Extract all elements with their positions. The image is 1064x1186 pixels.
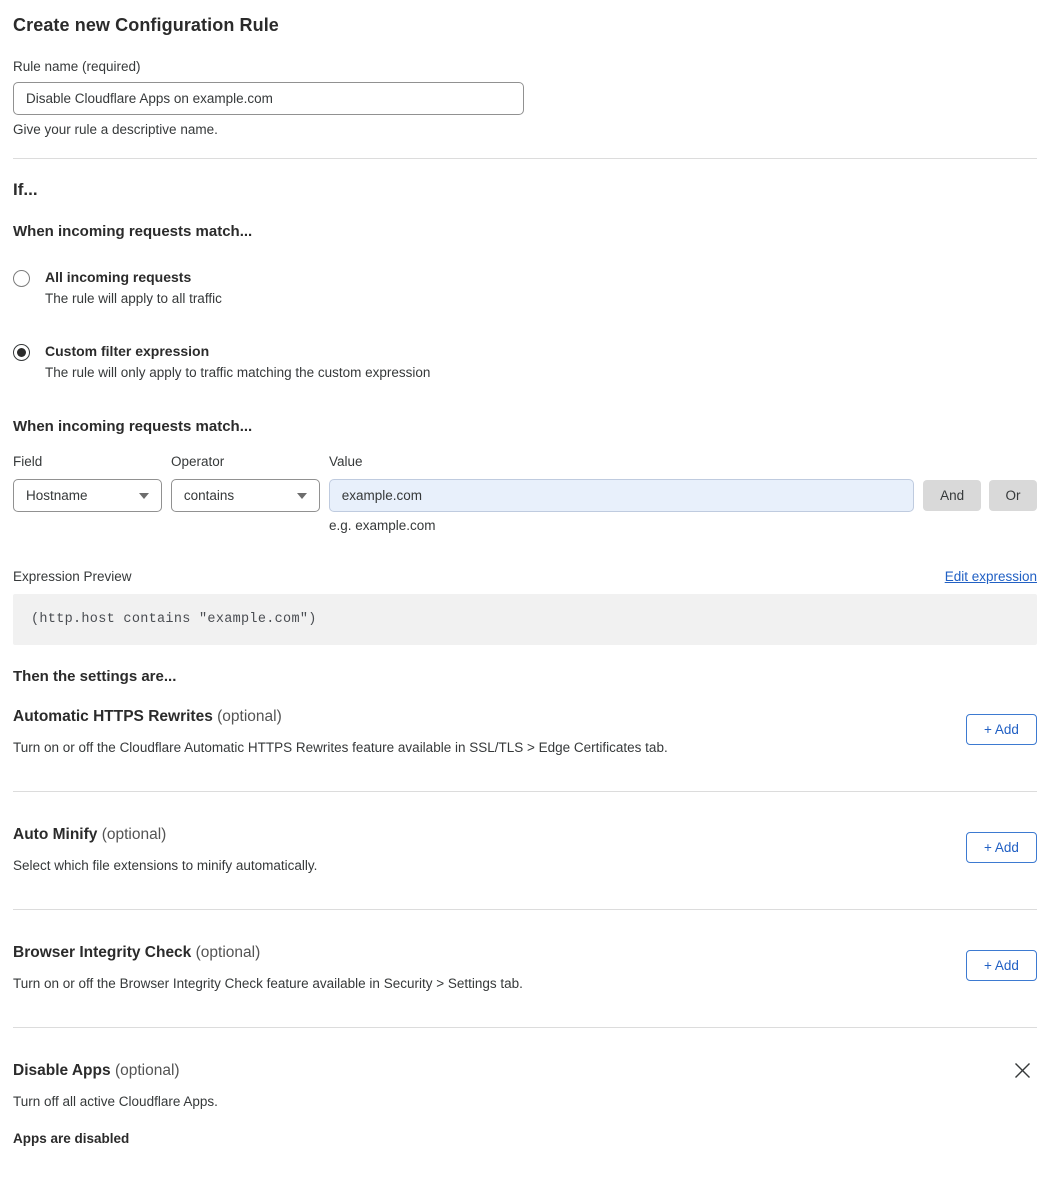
radio-option-description: The rule will only apply to traffic matching the custom expression [45, 365, 431, 380]
optional-tag: (optional) [101, 826, 167, 843]
value-label: Value [329, 454, 363, 469]
setting-description: Turn on or off the Cloudflare Automatic HTTPS Rewrites feature available in SSL/TLS > Edge Certificates tab. [13, 740, 668, 755]
operator-select-value: contains [183, 488, 235, 503]
filter-builder-labels [13, 454, 1037, 469]
setting-browser-integrity-check [13, 944, 1037, 1027]
radio-option-label: All incoming requests [45, 269, 192, 285]
expression-preview-label: Expression Preview [13, 569, 132, 584]
setting-disable-apps [13, 1062, 1037, 1146]
expression-preview-box [13, 594, 1037, 645]
if-heading: If... [13, 180, 38, 199]
add-automatic-https-rewrites-button[interactable]: + Add [966, 714, 1037, 745]
setting-description: Select which file extensions to minify automatically. [13, 858, 318, 873]
caret-down-icon [297, 493, 307, 499]
caret-down-icon [139, 493, 149, 499]
apps-disabled-status: Apps are disabled [13, 1131, 130, 1146]
value-help-text: e.g. example.com [329, 518, 436, 533]
expression-preview-header [13, 569, 1037, 584]
radio-unselected-icon[interactable] [13, 270, 30, 287]
field-select-value: Hostname [26, 488, 88, 503]
radio-option-all-incoming-requests[interactable] [13, 269, 1037, 306]
setting-title: Automatic HTTPS Rewrites [13, 708, 213, 725]
rule-name-help: Give your rule a descriptive name. [13, 122, 218, 137]
close-icon [1014, 1062, 1031, 1079]
radio-option-label: Custom filter expression [45, 343, 210, 359]
section-divider [13, 1027, 1037, 1028]
section-divider [13, 158, 1037, 159]
or-button[interactable]: Or [989, 480, 1037, 511]
section-divider [13, 909, 1037, 910]
expression-code: (http.host contains "example.com") [31, 612, 317, 627]
radio-option-custom-filter-expression[interactable] [13, 343, 1037, 380]
edit-expression-link[interactable]: Edit expression [944, 569, 1037, 584]
add-auto-minify-button[interactable]: + Add [966, 832, 1037, 863]
rule-name-label: Rule name (required) [13, 59, 141, 74]
then-settings-heading: Then the settings are... [13, 668, 177, 685]
optional-tag: (optional) [114, 1062, 180, 1079]
filter-builder-heading: When incoming requests match... [13, 418, 253, 435]
value-input[interactable] [329, 479, 914, 512]
section-divider [13, 791, 1037, 792]
setting-auto-minify [13, 826, 1037, 909]
close-disable-apps-button[interactable] [1010, 1058, 1034, 1082]
page-title: Create new Configuration Rule [13, 15, 279, 35]
setting-description: Turn off all active Cloudflare Apps. [13, 1094, 218, 1109]
and-button[interactable]: And [923, 480, 981, 511]
field-select[interactable] [13, 479, 162, 512]
optional-tag: (optional) [217, 708, 282, 725]
setting-automatic-https-rewrites [13, 708, 1037, 791]
setting-title: Auto Minify [13, 826, 98, 843]
rule-name-input[interactable] [13, 82, 524, 115]
operator-select[interactable] [171, 479, 320, 512]
incoming-requests-match-heading: When incoming requests match... [13, 223, 253, 240]
field-label: Field [13, 454, 43, 469]
radio-selected-icon[interactable] [13, 344, 30, 361]
filter-builder-controls [13, 479, 1037, 512]
operator-label: Operator [171, 454, 225, 469]
create-configuration-rule-form [13, 15, 1037, 1146]
add-browser-integrity-check-button[interactable]: + Add [966, 950, 1037, 981]
optional-tag: (optional) [195, 944, 261, 961]
setting-description: Turn on or off the Browser Integrity Check feature available in Security > Settings tab. [13, 976, 523, 991]
radio-option-description: The rule will apply to all traffic [45, 291, 222, 306]
setting-title: Disable Apps [13, 1062, 111, 1079]
setting-title: Browser Integrity Check [13, 944, 192, 961]
